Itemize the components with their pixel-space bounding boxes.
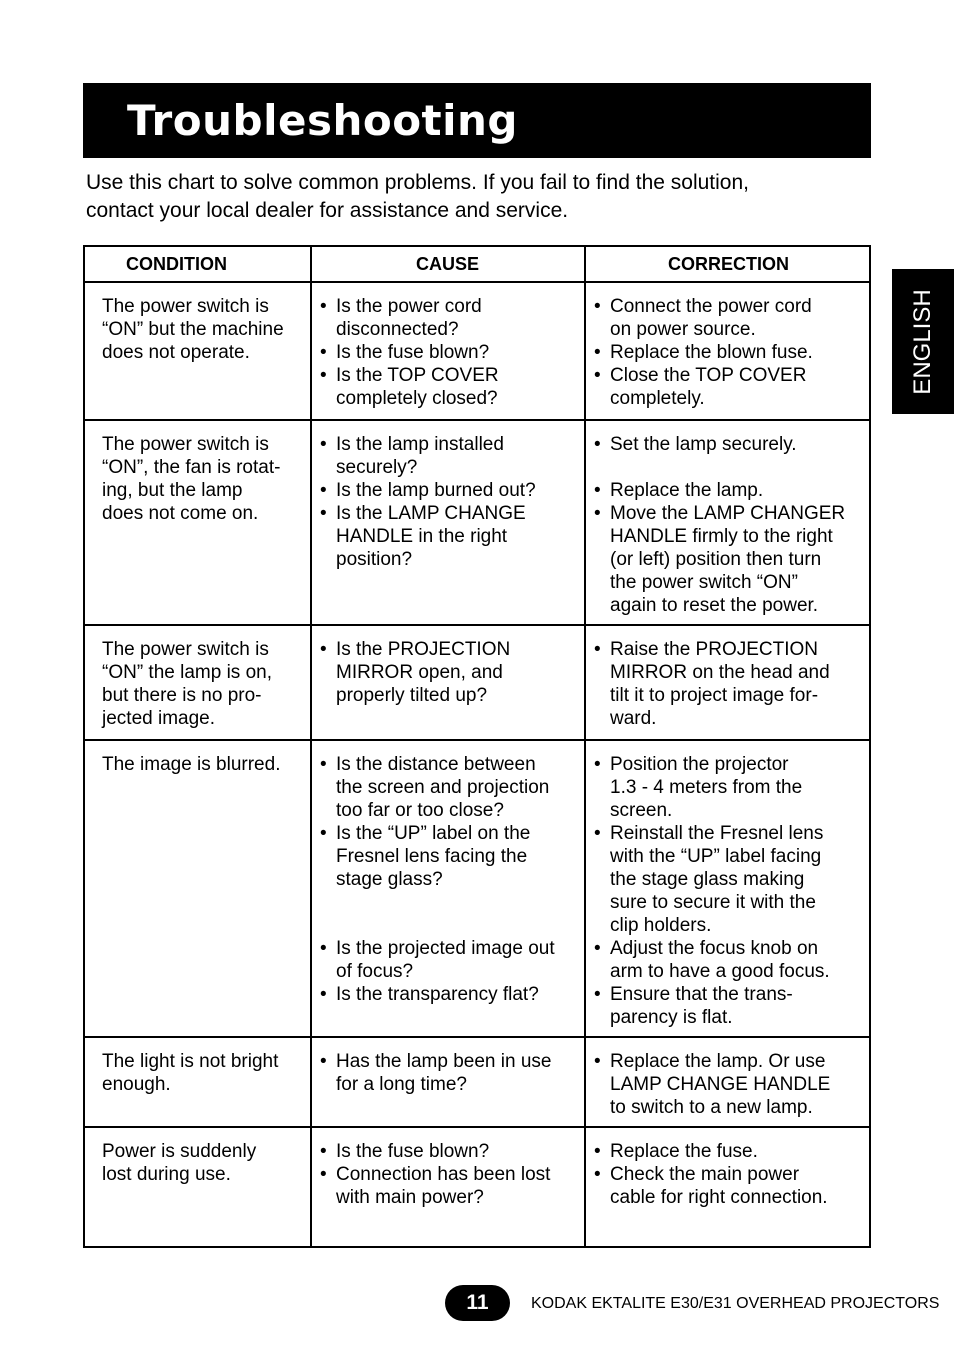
bullet-mark: • [594, 754, 601, 775]
condition-cell [85, 740, 311, 1037]
condition-line: The image is blurred. [102, 754, 281, 775]
cause-line: MIRROR open, and [336, 662, 503, 683]
correction-line: clip holders. [610, 915, 712, 936]
bullet-mark: • [594, 296, 601, 317]
correction-line: cable for right connection. [610, 1187, 828, 1208]
bullet-mark: • [594, 503, 601, 524]
cause-cell [311, 282, 585, 420]
cause-item [320, 638, 580, 707]
cause-cell [311, 420, 585, 625]
bullet-mark: • [320, 365, 327, 386]
correction-item [594, 638, 865, 730]
table-row [85, 282, 869, 420]
cause-item [320, 1163, 580, 1209]
correction-line: Adjust the focus knob on [610, 938, 819, 959]
cause-line: Is the fuse blown? [336, 1141, 490, 1162]
correction-line: completely. [610, 388, 705, 409]
bullet-mark: • [320, 1141, 327, 1162]
bullet-mark: • [320, 296, 327, 317]
condition-cell [85, 1127, 311, 1246]
bullet-mark: • [320, 480, 327, 501]
bullet-mark: • [320, 823, 327, 844]
cause-line: completely closed? [336, 388, 498, 409]
correction-line: Replace the lamp. [610, 480, 764, 501]
correction-line: the power switch “ON” [610, 572, 798, 593]
bullet-mark: • [320, 1051, 327, 1072]
bullet-mark: • [594, 480, 601, 501]
cause-line: stage glass? [336, 869, 443, 890]
cause-item [320, 433, 580, 479]
correction-line: ward. [610, 708, 657, 729]
cause-item [320, 1050, 580, 1096]
table-row [85, 1037, 869, 1127]
correction-item [594, 1163, 865, 1209]
cause-line: the screen and projection [336, 777, 550, 798]
correction-item [594, 295, 865, 341]
correction-item [594, 753, 865, 822]
page-number-badge [445, 1285, 510, 1321]
correction-line: Raise the PROJECTION [610, 639, 818, 660]
correction-line: 1.3 - 4 meters from the [610, 777, 803, 798]
correction-line: again to reset the power. [610, 595, 819, 616]
cause-cell [311, 625, 585, 740]
condition-line: but there is no pro- [102, 685, 262, 706]
correction-line: MIRROR on the head and [610, 662, 830, 683]
condition-line: ing, but the lamp [102, 480, 243, 501]
cause-line: position? [336, 549, 413, 570]
correction-line: Set the lamp securely. [610, 434, 797, 455]
condition-cell [85, 1037, 311, 1127]
correction-line: Move the LAMP CHANGER [610, 503, 846, 524]
correction-cell [585, 1127, 869, 1246]
cause-item [320, 502, 580, 571]
condition-line: “ON”, the fan is rotat- [102, 457, 281, 478]
cause-line: disconnected? [336, 319, 459, 340]
correction-line: screen. [610, 800, 673, 821]
bullet-mark: • [320, 639, 327, 660]
condition-cell [85, 420, 311, 625]
table-row [85, 625, 869, 740]
bullet-mark: • [594, 1164, 601, 1185]
correction-line: parency is flat. [610, 1007, 733, 1028]
correction-line: with the “UP” label facing [610, 846, 822, 867]
condition-line: enough. [102, 1074, 171, 1095]
correction-line: Close the TOP COVER [610, 365, 807, 386]
correction-item [594, 1140, 865, 1163]
correction-item [594, 983, 865, 1029]
language-label: ENGLISH [909, 288, 936, 395]
header-condition: CONDITION [85, 247, 311, 282]
cause-line: with main power? [336, 1187, 484, 1208]
cause-line: Is the “UP” label on the [336, 823, 531, 844]
language-tab [892, 269, 954, 414]
correction-line: Ensure that the trans- [610, 984, 793, 1005]
correction-item [594, 364, 865, 410]
correction-line: on power source. [610, 319, 756, 340]
cause-line: Is the TOP COVER [336, 365, 499, 386]
table-row [85, 740, 869, 1037]
cause-line: HANDLE in the right [336, 526, 508, 547]
footer-product-name: KODAK EKTALITE E30/E31 OVERHEAD PROJECTORS [531, 1295, 940, 1312]
correction-line: Replace the blown fuse. [610, 342, 813, 363]
correction-line: HANDLE firmly to the right [610, 526, 833, 547]
cause-line: Is the lamp burned out? [336, 480, 536, 501]
correction-line: to switch to a new lamp. [610, 1097, 813, 1118]
cause-line: for a long time? [336, 1074, 467, 1095]
cause-item [320, 479, 580, 502]
bullet-mark: • [320, 434, 327, 455]
cause-item [320, 364, 580, 410]
correction-item [594, 479, 865, 502]
cause-line: securely? [336, 457, 418, 478]
correction-line: Replace the lamp. Or use [610, 1051, 826, 1072]
cause-line: Is the power cord [336, 296, 482, 317]
correction-item [594, 937, 865, 983]
bullet-mark: • [320, 503, 327, 524]
correction-cell [585, 282, 869, 420]
correction-line: the stage glass making [610, 869, 805, 890]
spacer [320, 891, 580, 937]
condition-line: “ON” but the machine [102, 319, 284, 340]
cause-item [320, 1140, 580, 1163]
condition-line: The power switch is [102, 639, 269, 660]
cause-cell [311, 740, 585, 1037]
cause-line: Is the distance between [336, 754, 536, 775]
correction-line: arm to have a good focus. [610, 961, 830, 982]
intro-line: Use this chart to solve common problems. If you fail to find the solution, [86, 171, 749, 194]
page-title: Troubleshooting [127, 96, 518, 145]
condition-line: The power switch is [102, 434, 269, 455]
cause-cell [311, 1037, 585, 1127]
correction-line: LAMP CHANGE HANDLE [610, 1074, 831, 1095]
condition-cell [85, 625, 311, 740]
condition-cell [85, 282, 311, 420]
spacer [594, 456, 865, 479]
correction-line: Position the projector [610, 754, 789, 775]
bullet-mark: • [594, 1051, 601, 1072]
correction-item [594, 1050, 865, 1119]
table-header-row [85, 247, 869, 282]
bullet-mark: • [594, 365, 601, 386]
bullet-mark: • [594, 434, 601, 455]
cause-line: Is the lamp installed [336, 434, 504, 455]
correction-cell [585, 1037, 869, 1127]
cause-item [320, 295, 580, 341]
cause-line: Is the projected image out [336, 938, 555, 959]
correction-item [594, 502, 865, 617]
correction-line: Replace the fuse. [610, 1141, 758, 1162]
cause-item [320, 822, 580, 891]
cause-item [320, 341, 580, 364]
intro-paragraph [86, 169, 866, 225]
cause-line: Is the transparency flat? [336, 984, 539, 1005]
correction-line: Check the main power [610, 1164, 800, 1185]
header-cause: CAUSE [311, 247, 585, 282]
intro-line: contact your local dealer for assistance and service. [86, 199, 569, 222]
correction-line: Reinstall the Fresnel lens [610, 823, 824, 844]
cause-line: Has the lamp been in use [336, 1051, 552, 1072]
cause-line: Connection has been lost [336, 1164, 551, 1185]
troubleshooting-table [83, 245, 871, 1248]
cause-cell [311, 1127, 585, 1246]
correction-line: tilt it to project image for- [610, 685, 819, 706]
condition-line: lost during use. [102, 1164, 231, 1185]
cause-item [320, 753, 580, 822]
condition-line: does not come on. [102, 503, 259, 524]
condition-line: Power is suddenly [102, 1141, 257, 1162]
header-correction: CORRECTION [585, 247, 869, 282]
correction-line: Connect the power cord [610, 296, 812, 317]
bullet-mark: • [594, 823, 601, 844]
cause-line: properly tilted up? [336, 685, 488, 706]
cause-line: Fresnel lens facing the [336, 846, 528, 867]
condition-line: jected image. [102, 708, 216, 729]
page-number: 11 [466, 1291, 489, 1314]
cause-item [320, 983, 580, 1006]
bullet-mark: • [320, 754, 327, 775]
condition-line: The light is not bright [102, 1051, 279, 1072]
cause-line: Is the LAMP CHANGE [336, 503, 526, 524]
correction-cell [585, 740, 869, 1037]
condition-line: “ON” the lamp is on, [102, 662, 272, 683]
correction-cell [585, 420, 869, 625]
table-row [85, 1127, 869, 1246]
bullet-mark: • [594, 342, 601, 363]
cause-item [320, 937, 580, 983]
cause-line: Is the fuse blown? [336, 342, 490, 363]
title-bar [83, 83, 871, 158]
correction-item [594, 433, 865, 456]
condition-line: The power switch is [102, 296, 269, 317]
correction-item [594, 822, 865, 937]
bullet-mark: • [594, 1141, 601, 1162]
correction-line: sure to secure it with the [610, 892, 816, 913]
bullet-mark: • [594, 984, 601, 1005]
correction-item [594, 341, 865, 364]
bullet-mark: • [320, 938, 327, 959]
bullet-mark: • [594, 938, 601, 959]
cause-line: Is the PROJECTION [336, 639, 511, 660]
bullet-mark: • [320, 342, 327, 363]
correction-cell [585, 625, 869, 740]
bullet-mark: • [320, 1164, 327, 1185]
condition-line: does not operate. [102, 342, 250, 363]
cause-line: too far or too close? [336, 800, 504, 821]
correction-line: (or left) position then turn [610, 549, 822, 570]
table-row [85, 420, 869, 625]
cause-line: of focus? [336, 961, 414, 982]
bullet-mark: • [594, 639, 601, 660]
bullet-mark: • [320, 984, 327, 1005]
